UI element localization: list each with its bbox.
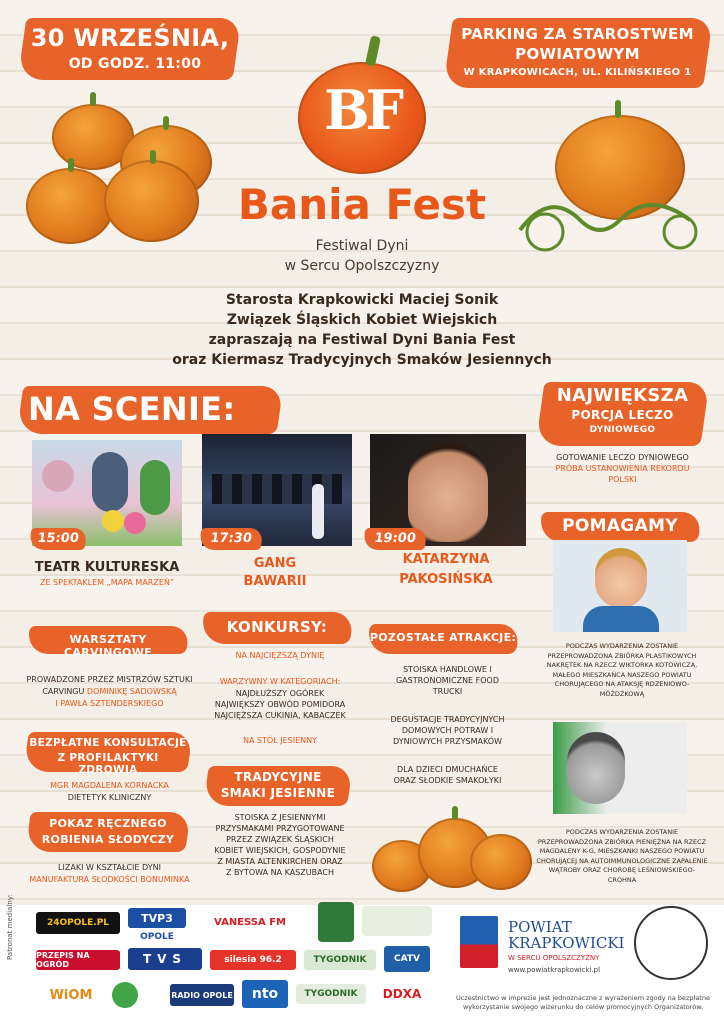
flavors-heading-2: SMAKI JESIENNE xyxy=(220,786,336,800)
workshops-line-3: I PAWŁA SZTENDERSKIEGO xyxy=(55,699,164,708)
help-heading: POMAGAMY xyxy=(562,516,678,536)
location-line2: POWIATOWYM xyxy=(515,45,640,63)
contest-item-2: WARZYWNY W KATEGORIACH: xyxy=(219,677,341,686)
workshops-line-2b: DOMINIKĘ SADOWSKĄ xyxy=(86,687,177,696)
powiat-title-2: KRAPKOWICKI xyxy=(508,934,625,952)
contests-heading: KONKURSY: xyxy=(226,618,328,636)
biggest-title-1: NAJWIĘKSZA xyxy=(556,385,689,406)
help-text-2: PODCZAS WYDARZENIA ZOSTANIE PRZEPROWADZONA ZBIÓRKA PIENIĘŻNA NA RZECZ MAGDALENY K-G, MIESZKANKI NASZEGO POWIATU CHORUJĄCEJ NA AUTOIMMUNOLOGICZNE ZAPALENIE WĄTROBY ORAZ CHOROBĘ LEŚNIOWSKIEGO-CROHNA xyxy=(536,828,708,884)
act-3-name-1: KATARZYNA xyxy=(402,552,490,567)
festival-subtitle-2: w Sercu Opolszczyzny xyxy=(284,258,440,274)
boy-photo xyxy=(553,540,687,632)
logo-tvs: TVS xyxy=(128,948,202,970)
disclaimer: Uczestnictwo w imprezie jest jednoznaczne z wyrażeniem zgody na bezpłatne wykorzystanie swojego wizerunku do celów promocyjnych Organizatorów. xyxy=(456,994,710,1011)
contest-item-1: NA NAJCIĘŻSZĄ DYNIĘ xyxy=(235,651,325,660)
sweets-line-1: LIZAKI W KSZTAŁCIE DYNI xyxy=(58,863,161,872)
sweets-heading-1: POKAZ RĘCZNEGO xyxy=(49,817,167,830)
act-2-name-1: GANG xyxy=(253,556,297,571)
contest-item-2b: NAJWIĘKSZY OBWÓD POMIDORA xyxy=(214,700,346,709)
logo-radio-opole: RADIO OPOLE xyxy=(170,984,234,1006)
date-line: 30 WRZEŚNIA, xyxy=(30,24,230,52)
help-text-1: PODCZAS WYDARZENIA ZOSTANIE PRZEPROWADZONA ZBIÓRKA PLASTIKOWYCH NAKRĘTEK NA RZECZ WIKTORKA KOTOWICZA, MAŁEGO MIESZKAŃCA NASZEGO POWIATU CHORUJĄCEGO NA ATAKSJĘ RDZENIOWO-MÓŻDŻKOWĄ xyxy=(546,642,698,698)
biggest-title-2: PORCJA LECZO xyxy=(571,408,674,422)
consult-heading-2: Z PROFILAKTYKI ZDROWIA xyxy=(57,752,159,776)
logo-tygodnik-1: TYGODNIK xyxy=(304,950,376,970)
invite-line-2: Związek Śląskich Kobiet Wiejskich xyxy=(226,312,498,328)
logo-tygodnik-2: TYGODNIK xyxy=(296,984,366,1004)
act-3-name-2: PAKOSIŃSKA xyxy=(399,572,493,587)
sweets-heading-2: ROBIENIA SŁODYCZY xyxy=(41,833,175,846)
flavors-line-1: STOISKA Z JESIENNYMI xyxy=(234,813,326,822)
powiat-title-1: POWIAT xyxy=(508,918,572,936)
flavors-text xyxy=(200,812,360,878)
logo-odr xyxy=(318,902,354,942)
consult-name: MGR MAGDALENA KORNACKA xyxy=(50,781,169,790)
invite-line-1: Starosta Krapkowicki Maciej Sonik xyxy=(225,292,499,308)
workshops-heading: WARSZTATY CARVINGOWE xyxy=(64,633,152,659)
biggest-line-1: GOTOWANIE LECZO DYNIOWEGO xyxy=(556,453,689,462)
powiat-crest xyxy=(460,916,498,968)
flavors-line-4: KOBIET WIEJSKICH, GOSPODYNIE xyxy=(214,846,346,855)
festival-title: Bania Fest xyxy=(237,180,487,229)
biggest-line-2: PRÓBA USTANOWIENIA REKORDU xyxy=(555,464,690,473)
workshops-line-2a: CARVINGU xyxy=(42,687,87,696)
time-tag-3: 19:00 xyxy=(362,528,427,550)
other-item-2: DEGUSTACJE TRADYCYJNYCH DOMOWYCH POTRAW I DYNIOWYCH PRZYSMAKÓW xyxy=(390,715,505,746)
contest-item-3: NA STÓŁ JESIENNY xyxy=(242,736,318,745)
location-line1: PARKING ZA STAROSTWEM xyxy=(461,25,694,43)
contest-item-2c: NAJCIĘŻSZA CUKINIA, KABACZEK xyxy=(214,711,346,720)
time-line: OD GODZ. 11:00 xyxy=(68,56,202,72)
act-2-name-2: BAWARII xyxy=(243,574,307,589)
flavors-line-3: PRZEZ ZWIĄZEK ŚLĄSKICH xyxy=(226,835,334,844)
flavors-line-5: Z MIASTA ALTENKIRCHEN ORAZ xyxy=(217,857,343,866)
logo-wiom: WiOM xyxy=(49,987,93,1003)
invite-line-3: zapraszają na Festiwal Dyni Bania Fest xyxy=(208,332,516,348)
logo-silesia: silesia 96.2 xyxy=(210,950,296,970)
festival-subtitle-1: Festiwal Dyni xyxy=(315,238,409,254)
woman-photo xyxy=(553,722,687,814)
consult-role: DIETETYK KLINICZNY xyxy=(67,793,152,802)
logo-monogram: BF xyxy=(324,78,400,142)
logo-tvp3-opole: OPOLE xyxy=(140,932,174,942)
flavors-line-6: Z BYTOWA NA KASZUBACH xyxy=(225,868,335,877)
other-item-1: STOISKA HANDLOWE I GASTRONOMICZNE FOOD TRUCKI xyxy=(395,665,500,696)
time-tag-2: 17:30 xyxy=(198,528,263,550)
logo-radio-park xyxy=(112,982,138,1008)
biggest-line-3: POLSKI xyxy=(608,475,637,484)
logo-nto: nto xyxy=(242,980,288,1008)
logo-strzelce xyxy=(362,906,432,936)
logo-24opole: 24OPOLE.PL xyxy=(36,912,120,934)
invite-line-4: oraz Kiermasz Tradycyjnych Smaków Jesiennych xyxy=(172,352,552,368)
flavors-line-2: PRZYSMAKAMI PRZYGOTOWANE xyxy=(215,824,345,833)
contest-item-2a: NAJDŁUŻSZY OGÓREK xyxy=(235,689,325,698)
patronat-label: Patronat medialny: xyxy=(6,894,14,960)
workshops-line-1: PROWADZONE PRZEZ MISTRZÓW SZTUKI xyxy=(26,675,193,684)
biggest-title-3: DYNIOWEGO xyxy=(589,425,656,435)
location-line3: W KRAPKOWICACH, UL. KILIŃSKIEGO 1 xyxy=(463,67,692,78)
stage-heading: NA SCENIE: xyxy=(28,390,236,428)
logo-ddxa: DDXA xyxy=(382,987,422,1001)
act-1-sub: ZE SPEKTAKLEM „MAPA MARZEŃ” xyxy=(39,578,175,587)
logo-tvp3: TVP3 xyxy=(128,908,186,928)
sweets-line-2: MANUFAKTURA SŁODKOŚCI BONUMINKA xyxy=(29,875,190,884)
time-tag-1: 15:00 xyxy=(28,528,87,550)
other-heading: POZOSTAŁE ATRAKCJE: xyxy=(369,631,517,644)
powiat-url[interactable]: www.powiatkrapkowicki.pl xyxy=(508,966,601,974)
powiat-tagline: W SERCU OPOLSZCZYZNY xyxy=(508,954,600,962)
logo-przepis: PRZEPIS NA OGRÓD xyxy=(36,950,120,970)
flavors-heading-1: TRADYCYJNE xyxy=(234,770,322,784)
logo-catv: CATV xyxy=(384,946,430,972)
logo-vanessa: VANESSA FM xyxy=(214,916,286,928)
workshops-line-2 xyxy=(22,686,197,697)
other-item-3: DLA DZIECI DMUCHAŃCE ORAZ SŁODKIE SMAKOŁYKI xyxy=(393,765,502,785)
consult-heading-1: BEZPŁATNE KONSULTACJE xyxy=(29,737,187,749)
zskl-emblem xyxy=(634,906,708,980)
invitation-text xyxy=(100,290,624,370)
act-1-name: TEATR KULTURESKA xyxy=(34,560,180,575)
